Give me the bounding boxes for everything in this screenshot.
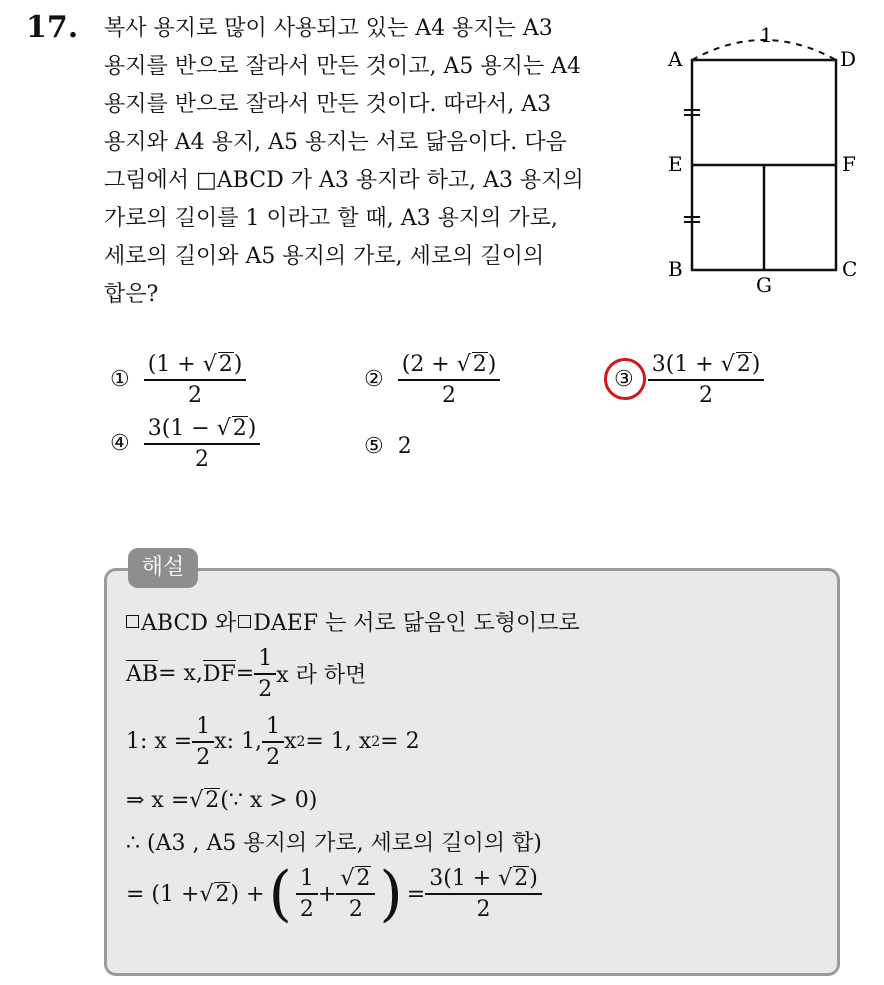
denominator: 2 — [442, 382, 457, 408]
sol-text: 1: x = — [126, 729, 193, 755]
sol-text: ABCD 와 — [141, 611, 237, 636]
label-B: B — [668, 257, 683, 281]
sol-text: ⇒ x = — [126, 788, 190, 813]
choice-fraction — [144, 416, 261, 472]
label-G: G — [756, 273, 772, 297]
sol-text: = x, — [158, 661, 203, 687]
label-E: E — [668, 152, 683, 176]
frac-text: 3(1 − — [147, 416, 217, 441]
choice-number: ④ — [110, 431, 130, 457]
sol-text: + — [317, 881, 337, 907]
square-symbol — [238, 615, 251, 628]
sol-text: = — [406, 881, 426, 907]
solution-line-4 — [126, 788, 317, 813]
choice-number: ⑤ — [364, 434, 384, 459]
choice-value: 2 — [397, 434, 412, 459]
sqrt: √ 2 — [456, 352, 487, 377]
sol-text: x: 1, — [214, 729, 263, 755]
sqrt: √ 2 — [720, 352, 751, 377]
question-text — [104, 10, 652, 314]
choice-1[interactable] — [110, 352, 246, 408]
sol-text: x 라 하면 — [276, 663, 367, 689]
fraction: √ 2 2 — [336, 866, 375, 922]
sol-text: ∴ (A3 , A5 용지의 가로, 세로의 길이의 합) — [126, 831, 542, 856]
fraction: 3(1 + √ 2 ) 2 — [425, 866, 542, 922]
solution-line-5 — [126, 826, 542, 857]
question-number: 17. — [26, 10, 79, 45]
question-line: 세로의 길이와 A5 용지의 가로, 세로의 길이의 — [104, 244, 545, 269]
solution-line-3: 1: x = $\frac{1}{2}$ x: 1, $\frac{1}{2}$ x 2 = 1, x 2 = 2 — [126, 714, 420, 770]
fraction: $\frac{1}{2}$ — [192, 714, 214, 770]
choice-fraction — [144, 352, 247, 408]
fraction: $\frac{1}{2}$ — [262, 714, 284, 770]
sol-text: = 2 — [380, 729, 420, 755]
denominator: 2 — [188, 382, 203, 408]
denominator: 2 — [699, 382, 714, 408]
sol-text: = (1 + — [126, 881, 200, 907]
overline-segment: DF — [202, 662, 236, 688]
solution-line-6 — [126, 859, 542, 929]
frac-text: 3(1 + — [651, 352, 721, 377]
right-paren: ) — [379, 859, 403, 929]
selected-answer-circle — [604, 358, 646, 400]
question-line: 용지를 반으로 잘라서 만든 것이다. 따라서, A3 — [104, 92, 552, 117]
frac-text: ) — [233, 352, 243, 377]
choice-number: ③ — [614, 367, 634, 392]
fraction: $\frac{1}{2}$ — [296, 866, 318, 922]
frac-text: (1 + — [147, 352, 203, 377]
sol-text: = 1, x — [305, 729, 372, 755]
choice-5[interactable] — [364, 434, 412, 459]
frac-text: ) — [487, 352, 497, 377]
choice-number: ① — [110, 367, 130, 393]
paper-figure — [664, 26, 864, 306]
square-symbol — [126, 615, 139, 628]
label-top-length: 1 — [760, 26, 773, 47]
sol-text: DAEF 는 서로 닮음인 도형이므로 — [253, 611, 580, 636]
sqrt: √ 2 — [202, 352, 233, 377]
solution-tag: 해설 — [128, 548, 198, 588]
label-F: F — [842, 152, 856, 176]
solution-line-1 — [126, 606, 580, 637]
frac-text: ) — [751, 352, 761, 377]
denominator: 2 — [195, 446, 210, 472]
question-line: 용지를 반으로 잘라서 만든 것이고, A5 용지는 A4 — [104, 54, 582, 79]
label-C: C — [842, 257, 858, 281]
sol-text: (∵ x > 0) — [220, 788, 318, 813]
fraction: $\frac{1}{2}$ — [254, 646, 276, 702]
question-line: 합은? — [104, 282, 159, 307]
sol-text: ) + — [230, 881, 265, 907]
sol-text: x — [284, 729, 297, 755]
label-A: A — [668, 47, 683, 71]
choice-3[interactable] — [614, 352, 764, 408]
choice-fraction — [398, 352, 501, 408]
choice-number: ② — [364, 367, 384, 393]
sqrt: √ 2 — [216, 416, 247, 441]
sqrt: √ 2 — [199, 881, 230, 907]
choice-fraction — [648, 352, 765, 408]
label-D: D — [840, 47, 857, 71]
solution-line-2 — [126, 646, 366, 702]
question-line: 가로의 길이를 1 이라고 할 때, A3 용지의 가로, — [104, 206, 558, 231]
overline-segment: AB — [126, 662, 159, 688]
question-line: 복사 용지로 많이 사용되고 있는 A4 용지는 A3 — [104, 16, 553, 41]
question-line: 용지와 A4 용지, A5 용지는 서로 닮음이다. 다음 — [104, 130, 567, 155]
choice-4[interactable] — [110, 416, 260, 472]
frac-text: (2 + — [401, 352, 457, 377]
left-paren: ( — [268, 859, 292, 929]
frac-text: ) — [247, 416, 257, 441]
sqrt: √ 2 — [189, 788, 220, 813]
choice-2[interactable] — [364, 352, 500, 408]
sol-text: = — [235, 661, 255, 687]
question-line: 그림에서 □ABCD 가 A3 용지라 하고, A3 용지의 — [104, 168, 584, 193]
